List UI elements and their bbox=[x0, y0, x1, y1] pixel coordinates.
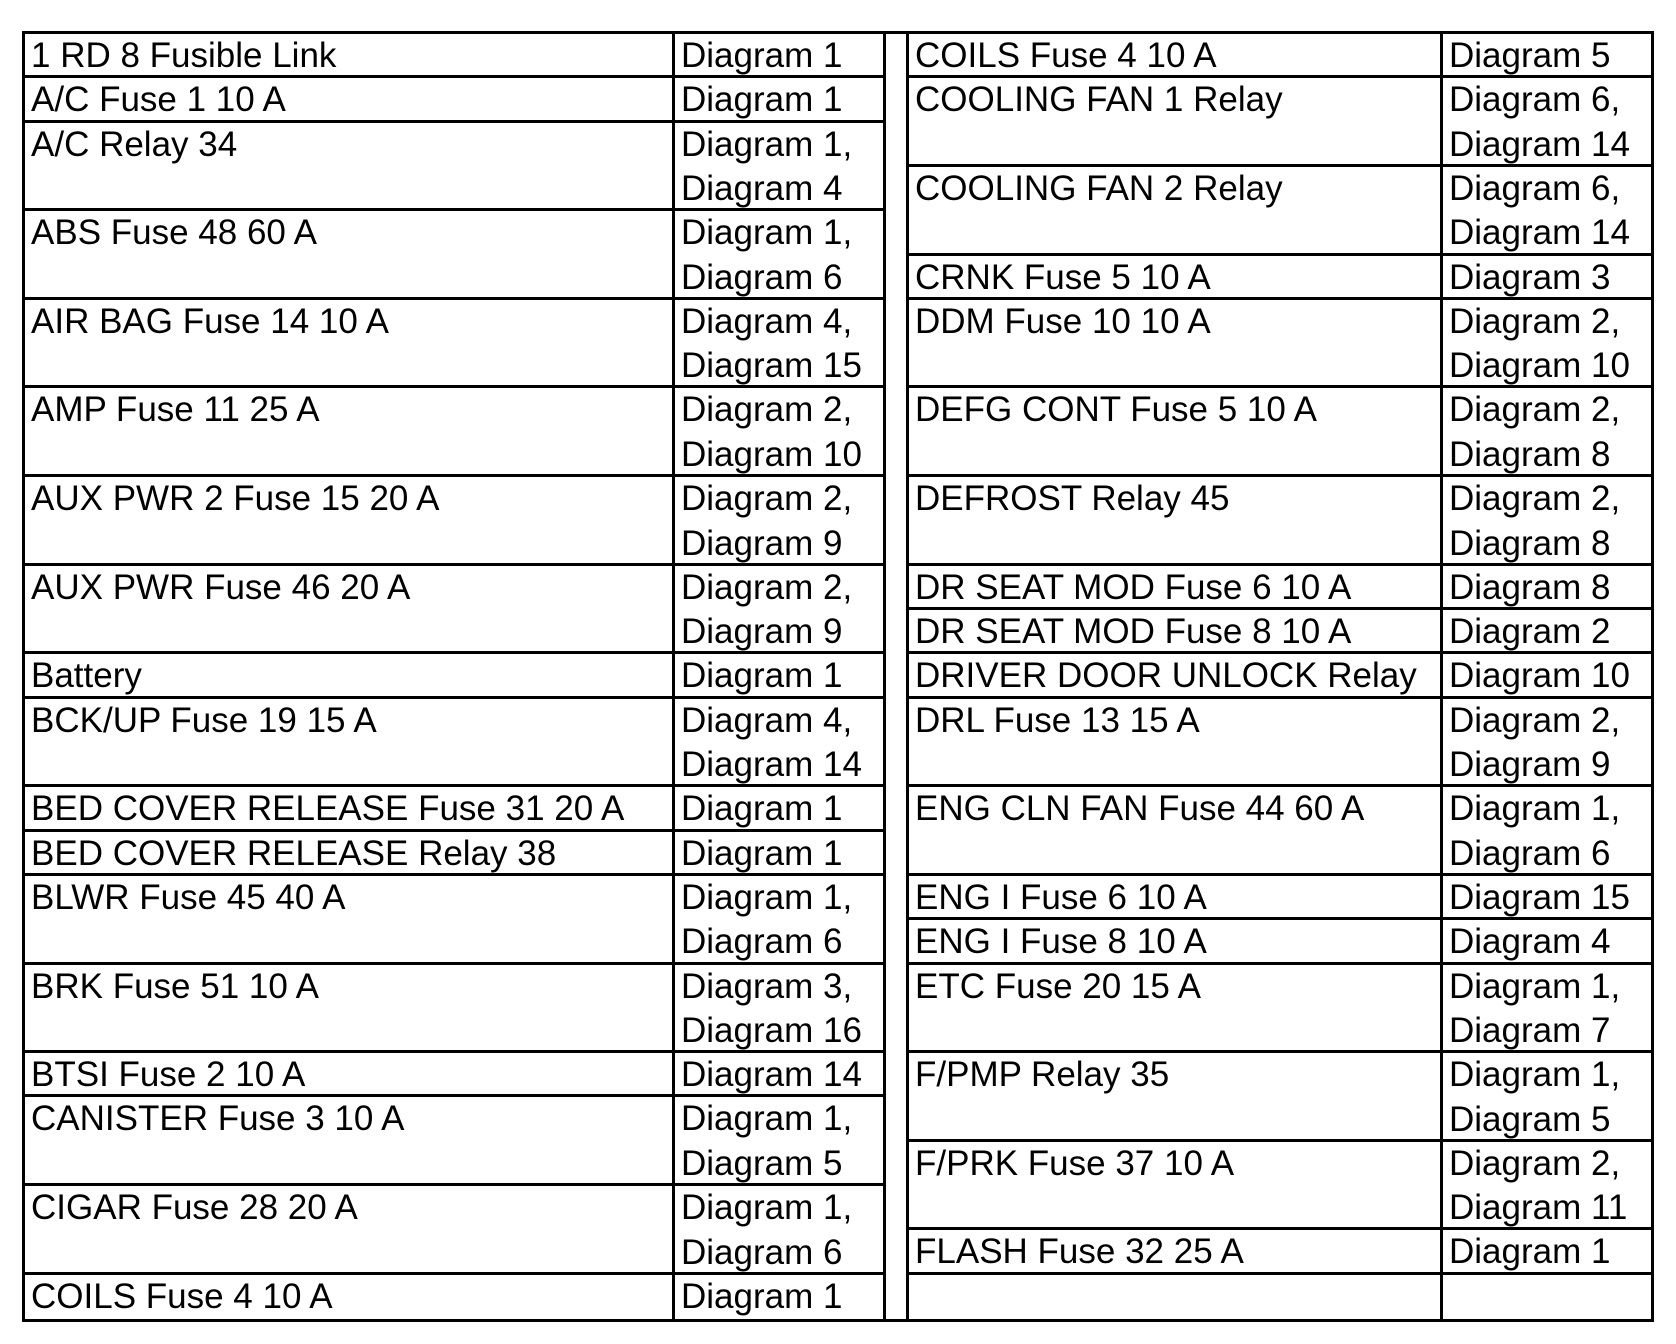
diagram-ref-line: Diagram 10 bbox=[1449, 656, 1630, 696]
diagram-ref-cell bbox=[675, 123, 883, 212]
diagram-ref-line: Diagram 2, bbox=[681, 390, 853, 430]
diagram-ref-line: Diagram 1, bbox=[681, 124, 853, 164]
diagram-ref-cell bbox=[1443, 388, 1651, 477]
component-name-cell: AUX PWR Fuse 46 20 A bbox=[25, 566, 675, 655]
diagram-ref-cell bbox=[1443, 256, 1651, 300]
component-name-cell: ABS Fuse 48 60 A bbox=[25, 211, 675, 300]
diagram-ref-line: Diagram 1 bbox=[681, 656, 843, 696]
diagram-ref-line: Diagram 5 bbox=[1449, 1099, 1611, 1139]
diagram-ref-cell bbox=[1443, 965, 1651, 1054]
diagram-ref-line: Diagram 1, bbox=[1449, 1055, 1621, 1095]
diagram-ref-cell bbox=[675, 566, 883, 655]
diagram-ref-line: Diagram 14 bbox=[681, 1055, 862, 1095]
diagram-ref-line: Diagram 1, bbox=[1449, 966, 1621, 1006]
diagram-ref-line: Diagram 9 bbox=[1449, 745, 1611, 785]
diagram-ref-cell bbox=[675, 699, 883, 788]
diagram-ref-line: Diagram 6 bbox=[681, 257, 843, 297]
diagram-ref-line: Diagram 1, bbox=[1449, 789, 1621, 829]
component-name-cell: DDM Fuse 10 10 A bbox=[909, 300, 1443, 389]
diagram-ref-line: Diagram 1 bbox=[681, 36, 843, 75]
diagram-ref-line: Diagram 6 bbox=[1449, 833, 1611, 873]
column-gutter bbox=[883, 34, 909, 1319]
diagram-ref-line: Diagram 2, bbox=[1449, 479, 1621, 519]
diagram-ref-line: Diagram 6, bbox=[1449, 80, 1621, 120]
diagram-ref-cell bbox=[675, 34, 883, 78]
component-name-cell: BCK/UP Fuse 19 15 A bbox=[25, 699, 675, 788]
diagram-ref-cell bbox=[675, 832, 883, 876]
diagram-ref-cell bbox=[675, 1186, 883, 1275]
component-name-cell: COILS Fuse 4 10 A bbox=[909, 34, 1443, 78]
component-name-cell: 1 RD 8 Fusible Link bbox=[25, 34, 675, 78]
diagram-ref-line: Diagram 2 bbox=[1449, 612, 1611, 652]
diagram-ref-cell bbox=[1443, 300, 1651, 389]
component-name-cell: ENG I Fuse 8 10 A bbox=[909, 920, 1443, 964]
diagram-ref-cell bbox=[1443, 699, 1651, 788]
component-name-cell: CRNK Fuse 5 10 A bbox=[909, 256, 1443, 300]
diagram-ref-line: Diagram 15 bbox=[1449, 877, 1630, 917]
diagram-ref-line: Diagram 1 bbox=[681, 789, 843, 829]
diagram-ref-cell bbox=[675, 876, 883, 965]
diagram-ref-line: Diagram 4 bbox=[681, 169, 843, 209]
component-name-cell: F/PRK Fuse 37 10 A bbox=[909, 1142, 1443, 1231]
component-name-cell: DEFG CONT Fuse 5 10 A bbox=[909, 388, 1443, 477]
diagram-ref-cell bbox=[1443, 566, 1651, 610]
component-name-cell: COILS Fuse 4 10 A bbox=[25, 1275, 675, 1319]
diagram-ref-cell bbox=[1443, 920, 1651, 964]
component-name-cell: DRL Fuse 13 15 A bbox=[909, 699, 1443, 788]
diagram-ref-line: Diagram 4 bbox=[1449, 922, 1611, 962]
component-name-cell: DR SEAT MOD Fuse 8 10 A bbox=[909, 610, 1443, 654]
component-name-cell: BLWR Fuse 45 40 A bbox=[25, 876, 675, 965]
diagram-ref-cell bbox=[1443, 787, 1651, 876]
diagram-ref-line: Diagram 10 bbox=[1449, 346, 1630, 386]
diagram-ref-line: Diagram 15 bbox=[681, 346, 862, 386]
component-name-cell: BRK Fuse 51 10 A bbox=[25, 965, 675, 1054]
diagram-ref-cell bbox=[1443, 1142, 1651, 1231]
diagram-ref-cell bbox=[675, 1275, 883, 1319]
diagram-ref-line: Diagram 2, bbox=[681, 567, 853, 607]
diagram-ref-cell bbox=[1443, 876, 1651, 920]
diagram-ref-cell bbox=[1443, 1275, 1651, 1319]
diagram-ref-cell bbox=[1443, 1053, 1651, 1142]
diagram-ref-line: Diagram 8 bbox=[1449, 523, 1611, 563]
component-name-cell: AMP Fuse 11 25 A bbox=[25, 388, 675, 477]
component-name-cell: F/PMP Relay 35 bbox=[909, 1053, 1443, 1142]
diagram-ref-line: Diagram 1, bbox=[681, 1099, 853, 1139]
diagram-ref-line: Diagram 2, bbox=[1449, 700, 1621, 740]
diagram-ref-line: Diagram 14 bbox=[1449, 213, 1630, 253]
diagram-ref-line: Diagram 1, bbox=[681, 877, 853, 917]
component-name-cell: ENG CLN FAN Fuse 44 60 A bbox=[909, 787, 1443, 876]
diagram-ref-line: Diagram 14 bbox=[1449, 124, 1630, 164]
diagram-ref-line: Diagram 7 bbox=[1449, 1011, 1611, 1051]
diagram-ref-line: Diagram 2, bbox=[681, 479, 853, 519]
diagram-ref-cell bbox=[1443, 78, 1651, 167]
diagram-ref-cell bbox=[675, 388, 883, 477]
component-name-cell: Battery bbox=[25, 654, 675, 698]
diagram-ref-line: Diagram 8 bbox=[1449, 567, 1611, 607]
diagram-ref-line: Diagram 1 bbox=[681, 80, 843, 120]
diagram-ref-line: Diagram 8 bbox=[1449, 434, 1611, 474]
component-name-cell: FLASH Fuse 32 25 A bbox=[909, 1230, 1443, 1274]
diagram-ref-cell bbox=[675, 1097, 883, 1186]
component-name-cell: CANISTER Fuse 3 10 A bbox=[25, 1097, 675, 1186]
component-name-cell: BTSI Fuse 2 10 A bbox=[25, 1053, 675, 1097]
component-name-cell: ETC Fuse 20 15 A bbox=[909, 965, 1443, 1054]
diagram-ref-cell bbox=[1443, 654, 1651, 698]
component-name-cell: A/C Relay 34 bbox=[25, 123, 675, 212]
diagram-ref-line: Diagram 9 bbox=[681, 612, 843, 652]
diagram-ref-line: Diagram 1, bbox=[681, 213, 853, 253]
diagram-ref-line: Diagram 5 bbox=[681, 1143, 843, 1183]
diagram-ref-line: Diagram 11 bbox=[1449, 1188, 1628, 1228]
diagram-ref-line: Diagram 6 bbox=[681, 922, 843, 962]
component-name-cell: COOLING FAN 1 Relay bbox=[909, 78, 1443, 167]
diagram-ref-line: Diagram 3 bbox=[1449, 257, 1611, 297]
component-name-cell: A/C Fuse 1 10 A bbox=[25, 78, 675, 122]
component-name-cell: CIGAR Fuse 28 20 A bbox=[25, 1186, 675, 1275]
component-name-cell: BED COVER RELEASE Relay 38 bbox=[25, 832, 675, 876]
diagram-ref-line: Diagram 1 bbox=[681, 833, 843, 873]
diagram-ref-cell bbox=[1443, 610, 1651, 654]
diagram-ref-cell bbox=[675, 965, 883, 1054]
diagram-ref-line: Diagram 6 bbox=[681, 1232, 843, 1272]
diagram-ref-cell bbox=[675, 787, 883, 831]
diagram-ref-cell bbox=[1443, 34, 1651, 78]
diagram-ref-cell bbox=[675, 211, 883, 300]
diagram-ref-cell bbox=[675, 300, 883, 389]
diagram-ref-line: Diagram 2, bbox=[1449, 390, 1621, 430]
diagram-ref-cell bbox=[675, 654, 883, 698]
diagram-ref-line: Diagram 16 bbox=[681, 1011, 862, 1051]
diagram-ref-line: Diagram 4, bbox=[681, 301, 853, 341]
component-name-cell: DR SEAT MOD Fuse 6 10 A bbox=[909, 566, 1443, 610]
component-name-cell: DEFROST Relay 45 bbox=[909, 477, 1443, 566]
diagram-ref-cell bbox=[1443, 167, 1651, 256]
diagram-ref-cell bbox=[675, 1053, 883, 1097]
diagram-ref-cell bbox=[1443, 1230, 1651, 1274]
component-name-cell: COOLING FAN 2 Relay bbox=[909, 167, 1443, 256]
diagram-ref-line: Diagram 10 bbox=[681, 434, 862, 474]
diagram-ref-line: Diagram 1, bbox=[681, 1188, 853, 1228]
component-name-cell: AIR BAG Fuse 14 10 A bbox=[25, 300, 675, 389]
component-name-cell: DRIVER DOOR UNLOCK Relay bbox=[909, 654, 1443, 698]
component-name-cell: ENG I Fuse 6 10 A bbox=[909, 876, 1443, 920]
diagram-ref-cell bbox=[675, 477, 883, 566]
diagram-ref-line: Diagram 3, bbox=[681, 966, 853, 1006]
diagram-ref-line: Diagram 1 bbox=[681, 1276, 843, 1316]
diagram-ref-line: Diagram 9 bbox=[681, 523, 843, 563]
component-name-cell bbox=[909, 1275, 1443, 1319]
diagram-ref-line: Diagram 4, bbox=[681, 700, 853, 740]
diagram-ref-line: Diagram 6, bbox=[1449, 168, 1621, 208]
diagram-ref-line: Diagram 1 bbox=[1449, 1232, 1611, 1272]
diagram-ref-cell bbox=[675, 78, 883, 122]
diagram-ref-line: Diagram 2, bbox=[1449, 1143, 1621, 1183]
component-name-cell: AUX PWR 2 Fuse 15 20 A bbox=[25, 477, 675, 566]
diagram-ref-line: Diagram 2, bbox=[1449, 301, 1621, 341]
diagram-ref-cell bbox=[1443, 477, 1651, 566]
component-name-cell: BED COVER RELEASE Fuse 31 20 A bbox=[25, 787, 675, 831]
diagram-ref-line: Diagram 5 bbox=[1449, 36, 1611, 75]
diagram-index-table bbox=[22, 31, 1654, 1322]
diagram-ref-line: Diagram 14 bbox=[681, 745, 862, 785]
